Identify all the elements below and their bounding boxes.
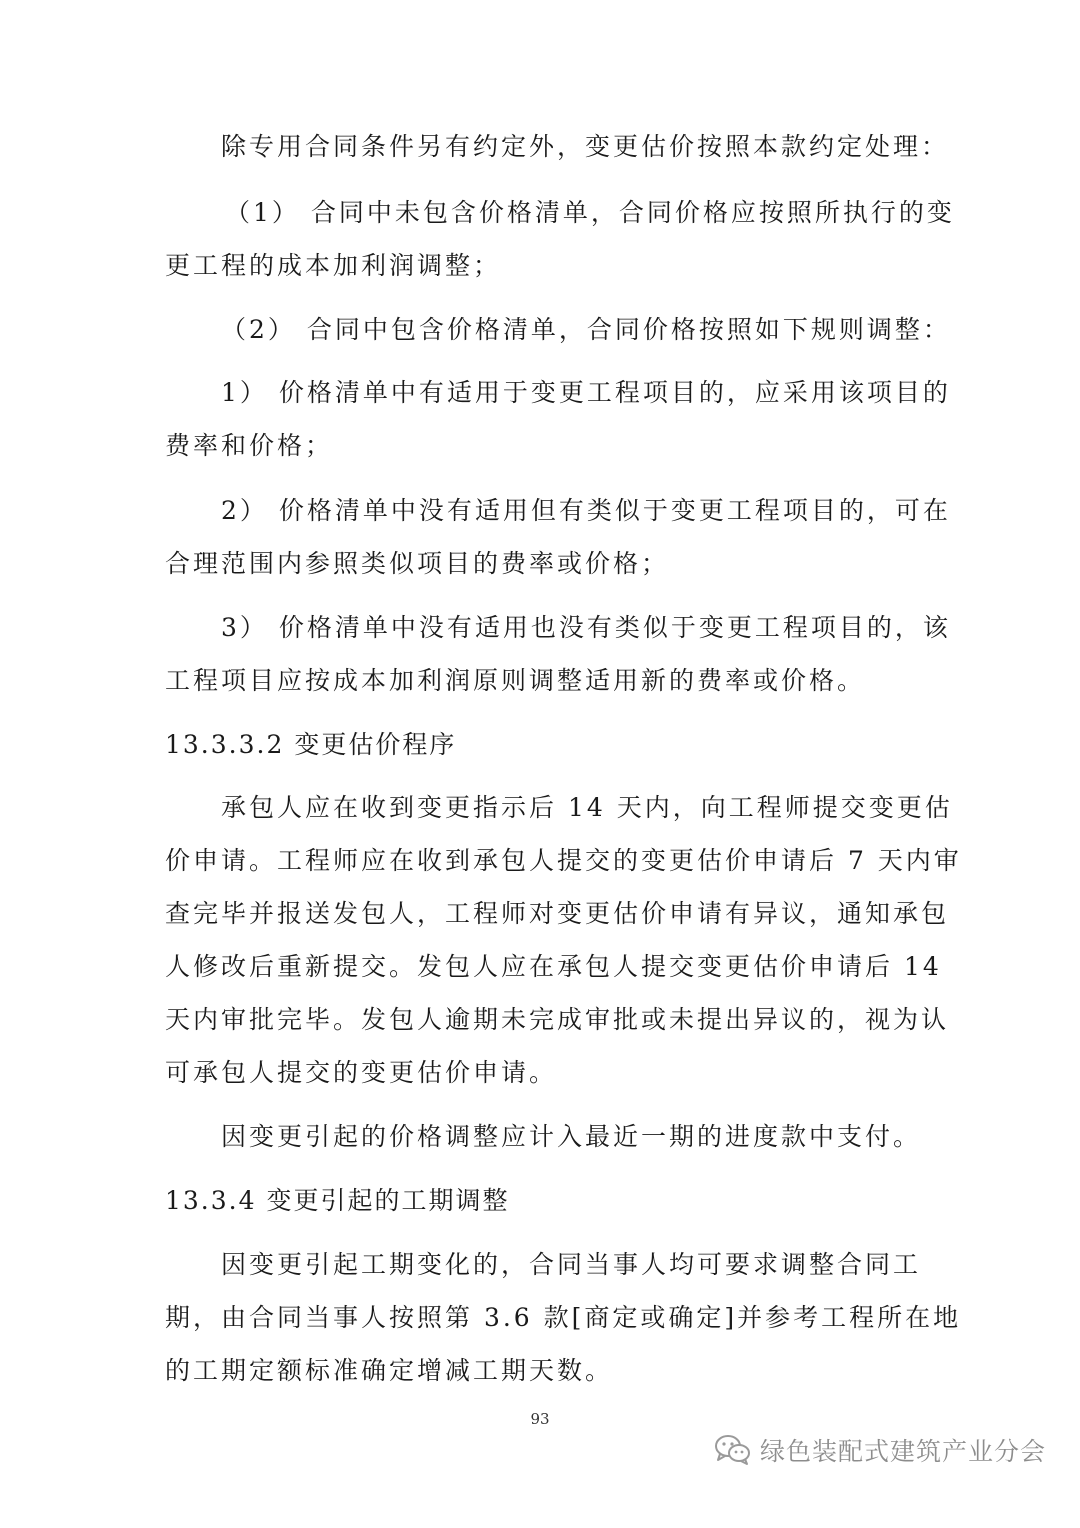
paragraph-line: 合理范围内参照类似项目的费率或价格； (165, 549, 670, 578)
paragraph-line: 因变更引起工期变化的，合同当事人均可要求调整合同工 (221, 1250, 922, 1279)
paragraph-line: 查完毕并报送发包人，工程师对变更估价申请有异议，通知承包 (165, 899, 950, 928)
paragraph-line: 2） 价格清单中没有适用但有类似于变更工程项目的，可在 (221, 496, 951, 525)
page-number: 93 (530, 1410, 550, 1428)
section-heading: 13.3.4 变更引起的工期调整 (165, 1186, 510, 1215)
wechat-icon (714, 1434, 752, 1466)
paragraph-line: 除专用合同条件另有约定外，变更估价按照本款约定处理： (221, 132, 950, 161)
paragraph-line: （2） 合同中包含价格清单，合同价格按照如下规则调整： (221, 315, 951, 344)
watermark-text: 绿色装配式建筑产业分会 (759, 1437, 1046, 1466)
paragraph-line: 工程项目应按成本加利润原则调整适用新的费率或价格。 (165, 666, 866, 695)
paragraph-line: 3） 价格清单中没有适用也没有类似于变更工程项目的，该 (221, 613, 951, 642)
paragraph-line: 人修改后重新提交。发包人应在承包人提交变更估价申请后 14 (165, 952, 942, 981)
watermark (714, 1432, 1046, 1468)
paragraph-line: 因变更引起的价格调整应计入最近一期的进度款中支付。 (221, 1122, 922, 1151)
paragraph-line: 更工程的成本加利润调整； (165, 251, 502, 280)
paragraph-line: 1） 价格清单中有适用于变更工程项目的，应采用该项目的 (221, 378, 951, 407)
paragraph-line: 期，由合同当事人按照第 3.6 款[商定或确定]并参考工程所在地 (165, 1303, 962, 1332)
paragraph-line: （1） 合同中未包含价格清单，合同价格应按照所执行的变 (225, 198, 955, 227)
paragraph-line: 费率和价格； (165, 431, 334, 460)
paragraph-line: 价申请。工程师应在收到承包人提交的变更估价申请后 7 天内审 (165, 846, 962, 875)
section-heading: 13.3.3.2 变更估价程序 (165, 730, 457, 759)
paragraph-line: 承包人应在收到变更指示后 14 天内，向工程师提交变更估 (221, 793, 953, 822)
paragraph-line: 的工期定额标准确定增减工期天数。 (165, 1356, 614, 1385)
paragraph-line: 可承包人提交的变更估价申请。 (165, 1058, 558, 1087)
paragraph-line: 天内审批完毕。发包人逾期未完成审批或未提出异议的，视为认 (165, 1005, 950, 1034)
